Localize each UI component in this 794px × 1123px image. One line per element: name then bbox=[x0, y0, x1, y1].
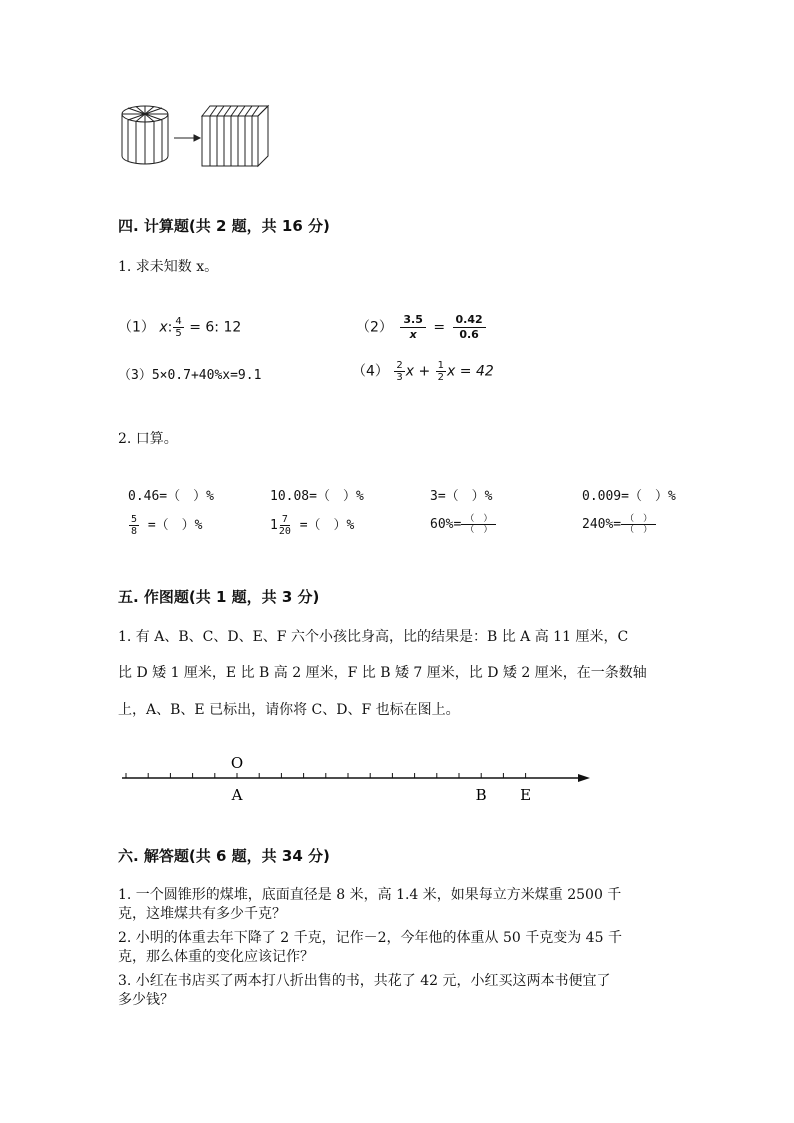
problem-label: （2） bbox=[356, 319, 393, 336]
section6-title: 六. 解答题(共 6 题，共 34 分) bbox=[118, 847, 330, 865]
equation: 5×0.7+40%x=9.1 bbox=[151, 368, 262, 383]
arrow-icon bbox=[578, 774, 590, 782]
q1-problem-4 bbox=[352, 360, 494, 383]
point-label-a: A bbox=[231, 786, 243, 804]
cuboid-shape bbox=[202, 106, 268, 166]
equation-rhs: = 6: 12 bbox=[189, 319, 242, 336]
point-label-e: E bbox=[520, 786, 532, 804]
cylinder-shape bbox=[122, 106, 168, 164]
q2-item: 0.46=（ ）% bbox=[128, 489, 214, 504]
section6-line: 克，这堆煤共有多少千克？ bbox=[118, 906, 286, 922]
q2-item: 0.009=（ ）% bbox=[582, 489, 676, 504]
term: x = 42 bbox=[447, 363, 494, 380]
section6-line: 1. 一个圆锥形的煤堆，底面直径是 8 米，高 1.4 米，如果每立方米煤重 2500 千 bbox=[118, 887, 622, 903]
section5-title: 五. 作图题(共 1 题，共 3 分) bbox=[118, 588, 320, 606]
section6-line: 克，那么体重的变化应该记作？ bbox=[118, 949, 314, 965]
section5-text-line: 比 D 矮 1 厘米，E 比 B 高 2 厘米，F 比 B 矮 7 厘米，比 D 矮 2 厘米，在一条数轴 bbox=[118, 665, 647, 681]
section5-text-line: 上，A、B、E 已标出，请你将 C、D、F 也标在图上。 bbox=[118, 702, 460, 718]
number-line bbox=[118, 752, 598, 804]
problem-label: （3） bbox=[118, 368, 152, 383]
q1-prompt: 1. 求未知数 x。 bbox=[118, 259, 219, 275]
fraction: $\frac{7}{20}$ bbox=[278, 514, 291, 537]
q2-item bbox=[270, 514, 354, 537]
fraction: $\frac{2}{3}$ bbox=[396, 360, 403, 383]
q1-problem-3 bbox=[118, 364, 261, 383]
ratio-sign: : bbox=[167, 319, 173, 336]
term: x + bbox=[405, 363, 431, 380]
section6-line: 3. 小红在书店买了两本打八折出售的书，共花了 42 元，小红买这两本书便宜了 bbox=[118, 973, 611, 989]
section4-title: 四. 计算题(共 2 题，共 16 分) bbox=[118, 217, 330, 235]
variable-x: x bbox=[159, 319, 168, 336]
fraction-left: $\frac{3.5}{x}$ bbox=[400, 313, 426, 342]
problem-label: （4） bbox=[352, 363, 389, 380]
fraction: $\frac{5}{8}$ bbox=[131, 514, 138, 537]
q2-prompt: 2. 口算。 bbox=[118, 431, 178, 447]
answer-blank: =（ ）% bbox=[299, 518, 355, 533]
arrow-icon bbox=[174, 135, 200, 141]
point-label-b: B bbox=[475, 786, 487, 804]
section5-text-line: 1. 有 A、B、C、D、E、F 六个小孩比身高，比的结果是：B 比 A 高 11 厘米，C bbox=[118, 629, 629, 645]
section6-line: 多少钱？ bbox=[118, 992, 174, 1008]
q1-problem-1 bbox=[118, 316, 241, 339]
lead-text: 240%= bbox=[582, 517, 622, 532]
q2-item bbox=[430, 514, 496, 535]
whole-number: 1 bbox=[270, 518, 278, 533]
section6-line: 2. 小明的体重去年下降了 2 千克，记作－2，今年他的体重从 50 千克变为 45 千 bbox=[118, 930, 622, 946]
q2-item: 3=（ ）% bbox=[430, 489, 493, 504]
q2-item bbox=[128, 514, 203, 537]
cylinder-to-cuboid-figure bbox=[118, 98, 278, 170]
problem-label: （1） bbox=[118, 319, 155, 336]
fraction-right: $\frac{0.42}{0.6}$ bbox=[453, 313, 486, 342]
equals-sign: = bbox=[433, 319, 446, 336]
fraction: $\frac{4}{5}$ bbox=[175, 316, 182, 339]
origin-label: O bbox=[230, 754, 244, 772]
q2-item bbox=[582, 514, 656, 535]
q1-problem-2 bbox=[356, 313, 489, 342]
answer-blank: =（ ）% bbox=[147, 518, 203, 533]
blank-fraction: $\frac{( )}{( )}$ bbox=[621, 514, 656, 535]
q2-item: 10.08=（ ）% bbox=[270, 489, 364, 504]
blank-fraction: $\frac{( )}{( )}$ bbox=[461, 514, 496, 535]
lead-text: 60%= bbox=[430, 517, 462, 532]
fraction: $\frac{1}{2}$ bbox=[437, 360, 445, 383]
